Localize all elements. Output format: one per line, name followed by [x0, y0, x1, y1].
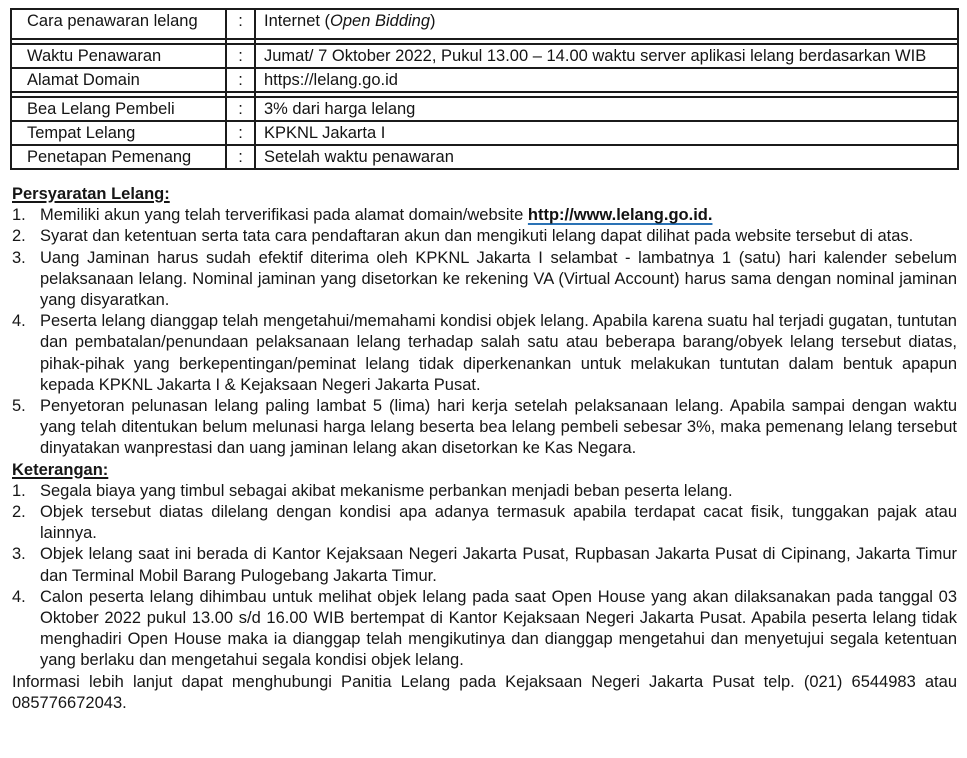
row-label: Penetapan Pemenang — [11, 145, 226, 169]
italic-open-bidding: Open Bidding — [330, 12, 431, 30]
table-row — [11, 121, 958, 145]
document-body — [12, 184, 957, 714]
lelang-url-text: http://www.lelang.go.id. — [527, 206, 713, 225]
item-number: 4. — [12, 312, 26, 331]
item-text: Objek lelang saat ini berada di Kantor Kejaksaan Negeri Jakarta Pusat, Rupbasan Jakarta Pusat di Cipinang, Jakarta Timur dan Terminal Mobil Barang Pulogebang Jakarta Timur. — [40, 545, 957, 585]
keterangan-heading: Keterangan: — [12, 460, 109, 479]
row-label: Alamat Domain — [11, 68, 226, 92]
item-number: 5. — [12, 397, 26, 416]
list-item — [12, 396, 957, 460]
row-colon: : — [226, 68, 255, 92]
row-value: KPKNL Jakarta I — [255, 121, 958, 145]
item-text: Memiliki akun yang telah terverifikasi pada alamat domain/website http://www.lelang.go.id. — [40, 206, 713, 225]
list-item — [12, 205, 957, 226]
row-value: Jumat/ 7 Oktober 2022, Pukul 13.00 – 14.00 waktu server aplikasi lelang berdasarkan WIB — [255, 44, 958, 68]
row-label: Tempat Lelang — [11, 121, 226, 145]
item-number: 2. — [12, 503, 26, 522]
item-text: Penyetoran pelunasan lelang paling lambat 5 (lima) hari kerja setelah pelaksanaan lelang. Apabila sampai dengan waktu yang telah ditentukan belum melunasi harga lelang beserta bea lelang pembeli sebesar 3%, maka pemenang lelang tersebut dinyatakan wanprestasi dan uang jaminan lelang akan disetorkan ke Kas Negara. — [40, 397, 957, 458]
item-text: Calon peserta lelang dihimbau untuk melihat objek lelang pada saat Open House yang akan dilaksanakan pada tanggal 03 Oktober 2022 pukul 13.00 s/d 16.00 WIB bertempat di Kantor Kejaksaan Negeri Jakarta Pusat. Apabila peserta lelang tidak menghadiri Open House maka ia dianggap telah mengikutinya dan dianggap mengetahui dan menyetujui segala ketentuan yang berlaku dan mengetahui segala kondisi objek lelang. — [40, 587, 957, 670]
item-text: Peserta lelang dianggap telah mengetahui/memahami kondisi objek lelang. Apabila karena suatu hal terjadi gugatan, tuntutan dan pembatalan/penundaan pelaksanaan lelang terhadap salah satu atau beberapa barang/obyek lelang tersebut diatas, pihak-pihak yang berkepentingan/peminat lelang tidak diperkenankan untuk melakukan tuntutan dalam bentuk apapun kepada KPKNL Jakarta I & Kejaksaan Negeri Jakarta Pusat. — [40, 312, 957, 394]
list-item — [12, 248, 957, 312]
list-item — [12, 226, 957, 247]
item-number: 3. — [12, 248, 26, 267]
item-text: Objek tersebut diatas dilelang dengan kondisi apa adanya termasuk apabila terdapat cacat fisik, tunggakan pajak atau lainnya. — [40, 503, 957, 543]
item-number: 3. — [12, 545, 26, 564]
item-text: Segala biaya yang timbul sebagai akibat mekanisme perbankan menjadi beban peserta lelang. — [40, 481, 733, 500]
row-colon: : — [226, 44, 255, 68]
list-item — [12, 481, 957, 502]
row-colon: : — [226, 9, 255, 39]
row-value: https://lelang.go.id — [255, 68, 958, 92]
row-label: Bea Lelang Pembeli — [11, 97, 226, 121]
row-value: Setelah waktu penawaran — [255, 145, 958, 169]
table-row — [11, 9, 958, 39]
list-item — [12, 502, 957, 544]
table-row — [11, 145, 958, 169]
list-item — [12, 587, 957, 672]
contact-info-paragraph: Informasi lebih lanjut dapat menghubungi Panitia Lelang pada Kejaksaan Negeri Jakarta Pusat telp. (021) 6544983 atau 085776672043. — [12, 672, 957, 712]
row-label: Cara penawaran lelang — [11, 9, 226, 39]
item-number: 1. — [12, 481, 26, 500]
row-value: Internet (Open Bidding) — [255, 9, 958, 39]
item-text: Syarat dan ketentuan serta tata cara pendaftaran akun dan mengikuti lelang dapat dilihat pada website tersebut di atas. — [40, 227, 914, 246]
table-row — [11, 97, 958, 121]
auction-info-table — [10, 8, 959, 170]
item-text: Uang Jaminan harus sudah efektif diterima oleh KPKNL Jakarta I selambat - lambatnya 1 (satu) hari kalender sebelum pelaksanaan lelang. Nominal jaminan yang disetorkan ke rekening VA (Virtual Account) harus sama dengan nominal jaminan yang disyaratkan. — [40, 248, 957, 310]
row-value: 3% dari harga lelang — [255, 97, 958, 121]
table-row — [11, 44, 958, 68]
row-colon: : — [226, 121, 255, 145]
row-colon: : — [226, 97, 255, 121]
list-item — [12, 311, 957, 396]
item-number: 4. — [12, 587, 26, 606]
item-number: 1. — [12, 206, 26, 225]
list-item — [12, 544, 957, 586]
table-row — [11, 68, 958, 92]
row-colon: : — [226, 145, 255, 169]
persyaratan-heading: Persyaratan Lelang: — [12, 185, 170, 203]
row-label: Waktu Penawaran — [11, 44, 226, 68]
item-number: 2. — [12, 227, 26, 246]
